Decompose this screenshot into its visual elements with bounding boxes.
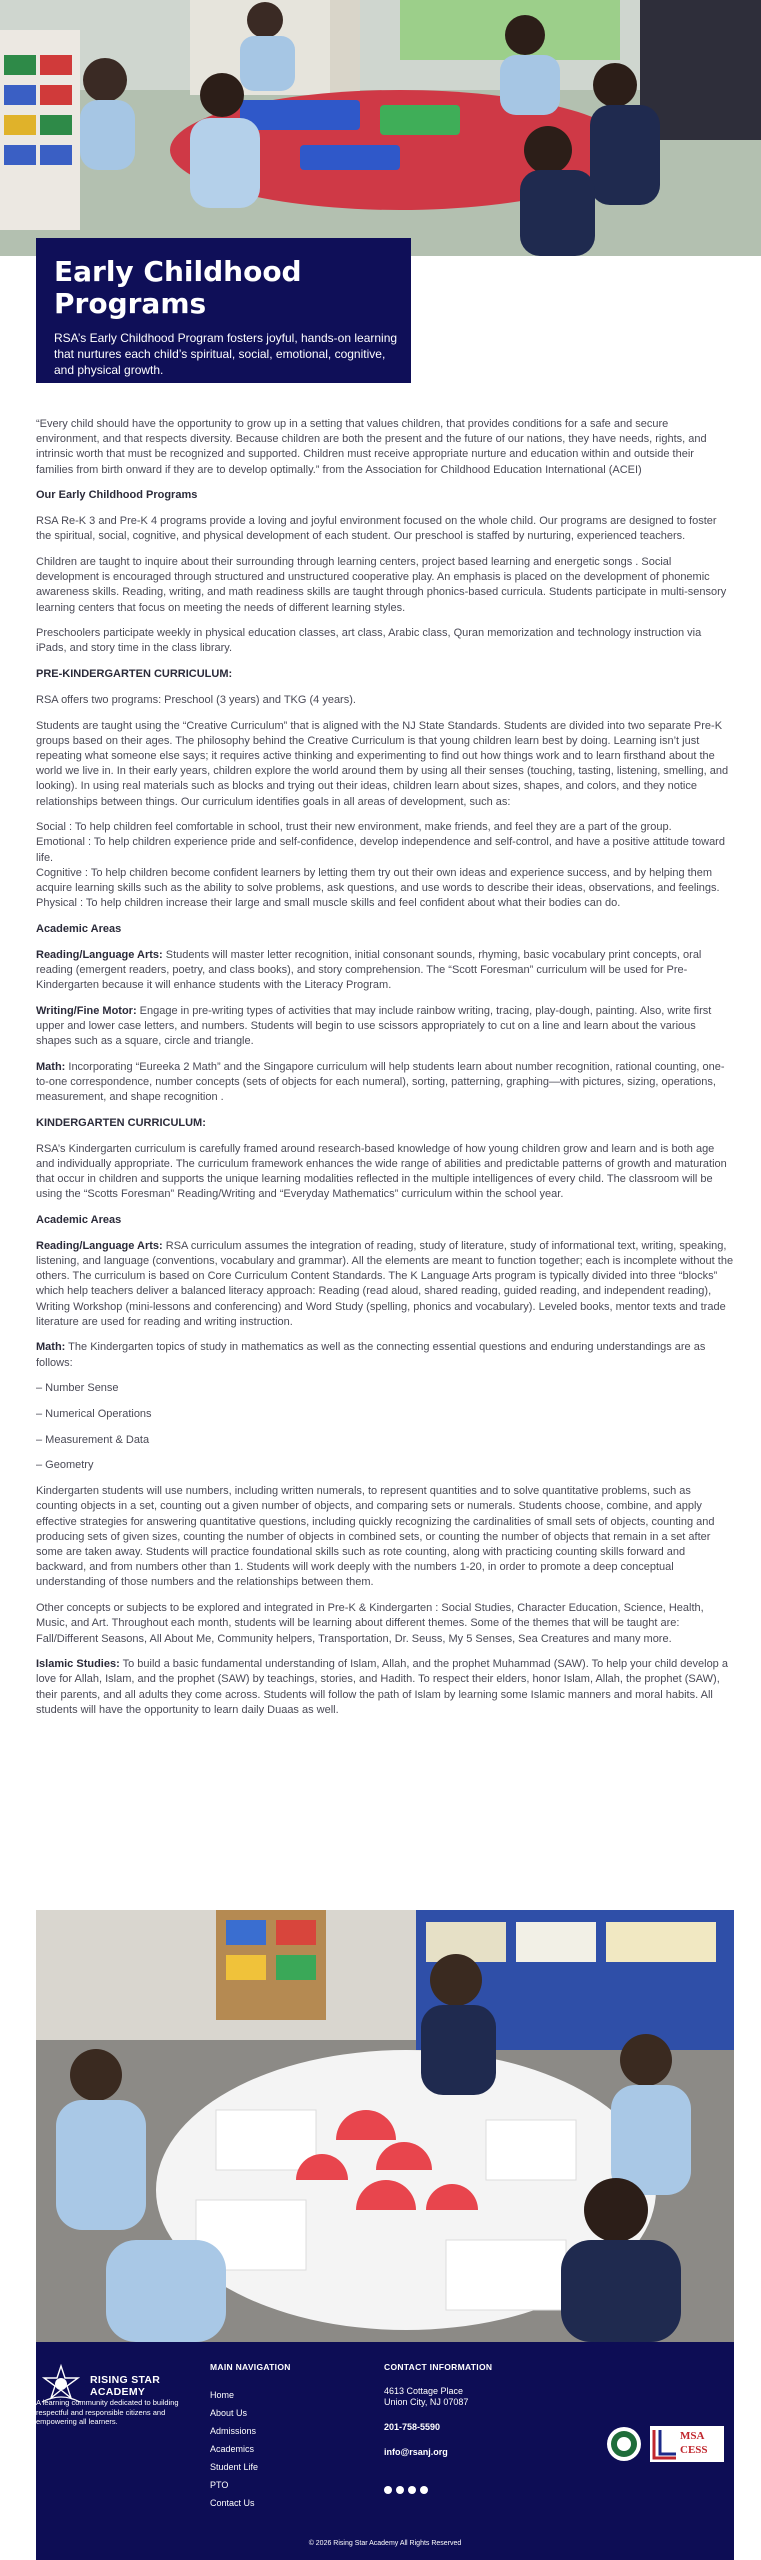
section-heading: Our Early Childhood Programs xyxy=(36,489,198,502)
paragraph: Islamic Studies: To build a basic fundamental understanding of Islam, Allah, and the prophet Muhammad (SAW). To help your child develop a love for Allah, Islam, and the prophet (SAW) by teachings, stories, and Hadith. To respect their elders, honor Islam, Allah, the prophet (SAW), their parents, and all adults they come across. Students will follow the path of Islam by learning some Islamic manners and moral habits. All students will have the opportunity to learn daily Duaas as well. xyxy=(36,1658,728,1716)
math-topic: – Number Sense xyxy=(36,1382,119,1395)
subject-label: Math: xyxy=(36,1060,66,1073)
section-heading: PRE-KINDERGARTEN CURRICULUM: xyxy=(36,668,233,681)
section-heading: Academic Areas xyxy=(36,922,122,935)
footer-link-admissions[interactable]: Admissions xyxy=(210,2426,257,2436)
footer-nav-title: MAIN NAVIGATION xyxy=(210,2362,291,2372)
footer-link-academics[interactable]: Academics xyxy=(210,2444,255,2454)
footer-contact-title: CONTACT INFORMATION xyxy=(384,2362,493,2372)
paragraph: Students are taught using the “Creative Curriculum” that is aligned with the NJ State Standards. Students are divided into two separate Pre-K groups based on their ages. The philosophy behind the Creative Curriculum is that young children learn best by doing. Learning isn’t just repeating what someone else says; it requires active thinking and experimenting to find out how things work and to learn firsthand about the world we live in. In their early years, children explore the world around them by using all their senses (touching, tasting, listening, smelling, and looking). In using real materials such as blocks and trying out their ideas, children learn about sizes, shapes, and colors, and they notice relationships between things. Our curriculum identifies goals in all areas of development, such as: xyxy=(36,719,729,808)
phone-link[interactable]: 201-758-5590 xyxy=(384,2422,441,2432)
intro-quote: “Every child should have the opportunity to grow up in a setting that values children, that provides conditions for a safe and secure environment, and that respects diversity. Because children are both the present and the future of our nations, they have needs, rights, and intrinsic worth that must be recognized and supported. Children must receive appropriate nurture and education within and outside their families from birth onward if they are to develop optimally.” from the Association for Childhood Education International (ACEI) xyxy=(36,418,707,476)
paragraph: RSA’s Kindergarten curriculum is carefully framed around research-based knowledge of how young children grow and learn and is both age and individually appropriate. The curriculum framework enhances the wide range of abilities and predictable patterns of growth and maturation that occur in children and supports the unique learning modalities reflected in the multiple intelligences of every child. The classroom will be using the “Scotts Foresman” Reading/Writing and “Everyday Mathematics” curriculum within the school year. xyxy=(36,1142,727,1201)
classroom-photo xyxy=(36,1910,734,2342)
development-goal: Physical : To help children increase their large and small muscle skills and feel confident about what their bodies can do. xyxy=(36,897,621,910)
linkedin-icon[interactable] xyxy=(420,2486,428,2494)
paragraph: Kindergarten students will use numbers, including written numerals, to represent quantities and to solve quantitative problems, such as counting objects in a set, counting out a given number of objects, and comparing sets or numerals. Students choose, combine, and apply effective strategies for answering quantitative questions, including quickly recognizing the cardinalities of small sets of objects, counting and producing sets of given sizes, counting the number of objects in combined sets, or counting the number of objects that remain in a set after some are taken away. Students will practice foundational skills such as rote counting, along with practicing counting skills forward and backward, and from numbers other than 1. Students will work deeply with the numbers 1-20, in order to promote a deep conceptual understanding of those numbers and the relationships between them. xyxy=(36,1485,715,1589)
footer-link-home[interactable]: Home xyxy=(210,2390,235,2400)
paragraph: Other concepts or subjects to be explored and integrated in Pre-K & Kindergarten : Social Studies, Character Education, Science, Health, Music, and Art. Throughout each month, students will be learning about different themes. Some of the themes that will be taught are: Fall/Different Seasons, All About Me, Community helpers, Transportation, Dr. Seuss, My 5 Senses, Sea Creatures and many more. xyxy=(36,1602,704,1645)
footer-link-student-life[interactable]: Student Life xyxy=(210,2462,259,2472)
math-topic: – Measurement & Data xyxy=(36,1433,150,1446)
footer-link-pto[interactable]: PTO xyxy=(210,2480,229,2490)
paragraph: Children are taught to inquire about their surrounding through learning centers, project based learning and energetic songs . Social development is encouraged through structured and unstructured cooperative play. An emphasis is placed on the development of phonemic awareness skills. Reading, writing, and math readiness skills are taught through phonics-based curricula. Students participate in multi-sensory learning centers that focus on meeting the needs of different learning styles. xyxy=(36,555,727,614)
subject-label: Reading/Language Arts: xyxy=(36,1239,163,1252)
main-content xyxy=(36,417,734,1729)
hero-card xyxy=(36,238,411,383)
email-link[interactable]: info@rsanj.org xyxy=(384,2447,448,2457)
paragraph: Math: Incorporating “Eureeka 2 Math” and the Singapore curriculum will help students learn about number recognition, rational counting, one-to-one correspondence, number concepts (sets of objects for each numeral), sorting, patterning, graphing—with pictures, sizing, operations, measurement, and shape recognition . xyxy=(36,1060,725,1104)
hero-section xyxy=(0,0,761,256)
hero-description: RSA’s Early Childhood Program fosters joyful, hands-on learning that nurtures each child’s spiritual, social, emotional, cognitive, and physical growth. xyxy=(54,331,398,377)
development-goal: Emotional : To help children experience pride and self-confidence, develop independence and self-control, and have a positive attitude toward life. xyxy=(36,836,725,864)
section-heading: KINDERGARTEN CURRICULUM: xyxy=(36,1117,206,1130)
paragraph: Reading/Language Arts: RSA curriculum assumes the integration of reading, study of literature, study of informational text, writing, speaking, listening, and language (conventions, vocabulary and grammar). All the elements are meant to function together; each is incomplete without the others. The curriculum is based on Core Curriculum Content Standards. The K Language Arts program is typically divided into three “blocks” which help teachers deliver a balanced literacy approach: Reading (read aloud, shared reading, guided reading, and independent reading), Writing Workshop (mini-lessons and conferencing) and Word Study (spelling, phonics and vocabulary). Leveled books, mentor texts and trade literature are used for reading and writing instruction. xyxy=(36,1239,734,1328)
copyright: © 2026 Rising Star Academy All Rights Reserved xyxy=(308,2540,462,2547)
facebook-icon[interactable] xyxy=(384,2486,392,2494)
subject-label: Writing/Fine Motor: xyxy=(36,1004,137,1017)
section-heading: Academic Areas xyxy=(36,1214,122,1227)
classroom-photo-scene xyxy=(36,1910,734,2342)
math-topic: – Geometry xyxy=(36,1459,94,1472)
subject-label: Reading/Language Arts: xyxy=(36,948,163,961)
paragraph: Preschoolers participate weekly in physical education classes, art class, Arabic class, Quran memorization and technology instruction via iPads, and story time in the class library. xyxy=(36,627,702,655)
paragraph: Math: The Kindergarten topics of study in mathematics as well as the connecting essential questions and enduring understandings are as follows: xyxy=(36,1341,706,1369)
development-goal: Social : To help children feel comfortable in school, trust their new environment, make friends, and feel they are a part of the group. xyxy=(36,821,672,834)
hero-classroom-photo xyxy=(0,0,761,256)
paragraph: RSA Re-K 3 and Pre-K 4 programs provide a loving and joyful environment focused on the whole child. Our programs are designed to foster the spiritual, social, cognitive, and physical development of each student. Our preschool is staffed by nurturing, experienced teachers. xyxy=(36,515,717,543)
footer-tagline: A learning community dedicated to building respectful and responsible citizens and empowering all learners. xyxy=(36,2398,179,2426)
footer-navigation xyxy=(210,2386,330,2512)
address-line: 4613 Cottage Place xyxy=(384,2386,464,2396)
address-line: Union City, NJ 07087 xyxy=(384,2397,469,2407)
msa-cess-badge-text: MSA CESS xyxy=(680,2430,708,2456)
footer-logo-name: RISING STAR ACADEMY xyxy=(90,2374,161,2398)
site-footer xyxy=(36,2342,734,2560)
subject-label: Math: xyxy=(36,1341,66,1354)
social-links xyxy=(384,2486,428,2494)
footer-link-about-us[interactable]: About Us xyxy=(210,2408,248,2418)
paragraph: Writing/Fine Motor: Engage in pre-writing types of activities that may include rainbow writing, tracing, play-dough, painting. Also, write first upper and lower case letters, and numbers. Students will begin to use scissors appropriately to cut on a line and learn about the various shapes such as a square, circle and triangle. xyxy=(36,1004,712,1048)
subject-label: Islamic Studies: xyxy=(36,1658,120,1671)
footer-contact xyxy=(384,2386,534,2458)
page-title: Early Childhood Programs xyxy=(54,255,302,320)
instagram-icon[interactable] xyxy=(408,2486,416,2494)
paragraph: Reading/Language Arts: Students will master letter recognition, initial consonant sounds, rhyming, basic vocabulary print concepts, oral reading (emergent readers, poetry, and class books), and story comprehension. The “Scott Foresman” curriculum will be used for Pre-Kindergarten because it will enhance students with the Literacy Program. xyxy=(36,948,702,992)
math-topic: – Numerical Operations xyxy=(36,1408,152,1421)
footer-link-contact-us[interactable]: Contact Us xyxy=(210,2498,255,2508)
development-goal: Cognitive : To help children become confident learners by letting them try out their own ideas and experience success, and by helping them acquire learning skills such as the ability to solve problems, ask questions, and use words to describe their ideas, observations, and feelings. xyxy=(36,866,720,895)
youtube-icon[interactable] xyxy=(396,2486,404,2494)
paragraph: RSA offers two programs: Preschool (3 years) and TKG (4 years). xyxy=(36,693,356,706)
accreditation-badges xyxy=(606,2422,726,2466)
